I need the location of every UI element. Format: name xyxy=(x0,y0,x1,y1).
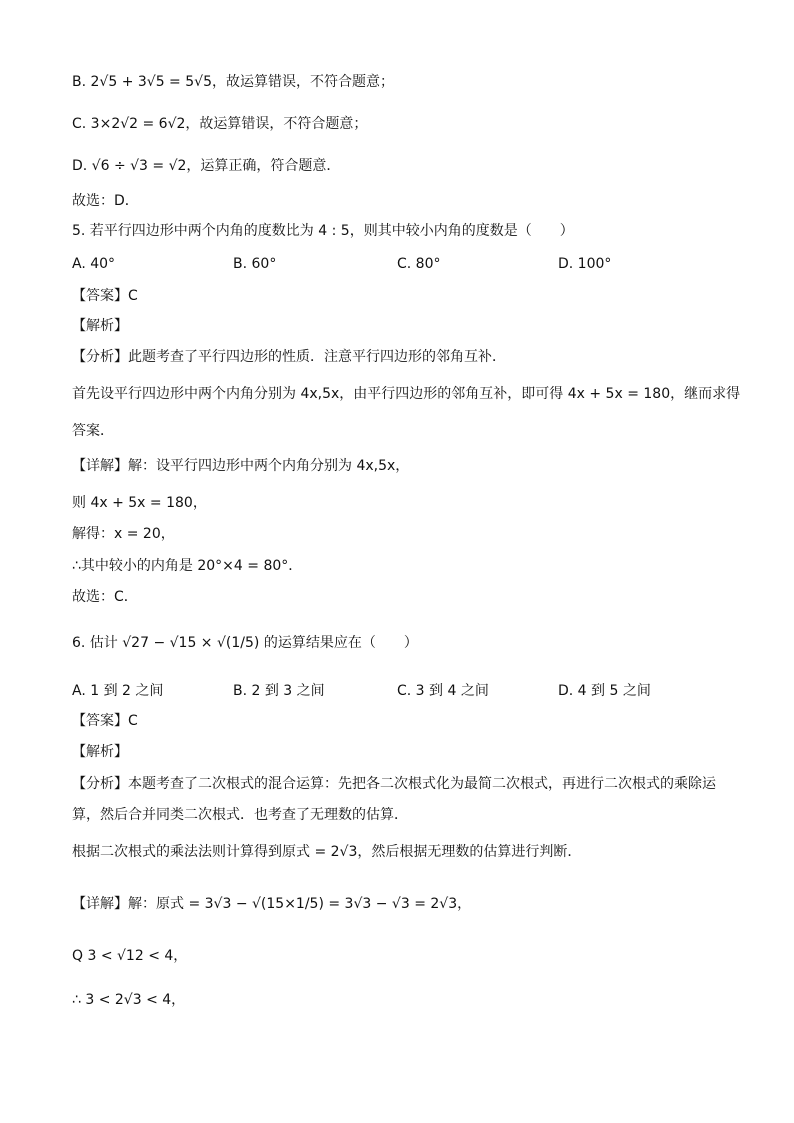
analysis-text: 【分析】此题考查了平行四边形的性质．注意平行四边形的邻角互补． xyxy=(72,349,506,365)
answer-label: 【答案】C xyxy=(72,288,138,304)
question-5-option-c: C. 80° xyxy=(397,256,441,272)
solution-step: 解得：x = 20， xyxy=(72,526,175,542)
question-6-option-c: C. 3 到 4 之间 xyxy=(397,683,489,699)
approach-text: 根据二次根式的乘法法则计算得到原式 = 2√3，然后根据无理数的估算进行判断． xyxy=(72,844,582,860)
question-5-option-d: D. 100° xyxy=(558,256,612,272)
analysis-text-continued: 算，然后合并同类二次根式．也考查了无理数的估算． xyxy=(72,807,408,823)
option-c-explanation: C. 3×2√2 = 6√2，故运算错误，不符合题意； xyxy=(72,116,368,132)
question-5-option-b: B. 60° xyxy=(233,256,277,272)
answer-choice-line: 故选：C． xyxy=(72,589,138,605)
analysis-text: 【分析】本题考查了二次根式的混合运算：先把各二次根式化为最简二次根式，再进行二次根式的乘除运 xyxy=(72,776,716,792)
solution-step: 则 4x + 5x = 180， xyxy=(72,495,207,511)
question-5-option-a: A. 40° xyxy=(72,256,116,272)
detailed-solution: 【详解】解：原式 = 3√3 − √(15×1/5) = 3√3 − √3 = 2√3， xyxy=(72,896,472,912)
analysis-label: 【解析】 xyxy=(72,318,128,334)
solution-step: ∴ 3 < 2√3 < 4， xyxy=(72,992,186,1008)
option-b-explanation: B. 2√5 + 3√5 = 5√5，故运算错误，不符合题意； xyxy=(72,74,394,90)
question-6-option-b: B. 2 到 3 之间 xyxy=(233,683,325,699)
solution-step: ∴其中较小的内角是 20°×4 = 80°． xyxy=(72,558,303,574)
answer-label: 【答案】C xyxy=(72,713,138,729)
approach-text-continued: 答案． xyxy=(72,423,114,439)
question-6: 6. 估计 √27 − √15 × √(1/5) 的运算结果应在（ ） xyxy=(72,635,418,651)
solution-step: Q 3 < √12 < 4， xyxy=(72,948,188,964)
question-6-option-a: A. 1 到 2 之间 xyxy=(72,683,164,699)
question-6-option-d: D. 4 到 5 之间 xyxy=(558,683,651,699)
analysis-label: 【解析】 xyxy=(72,744,128,760)
option-d-explanation: D. √6 ÷ √3 = √2，运算正确，符合题意． xyxy=(72,158,341,174)
detailed-solution: 【详解】解：设平行四边形中两个内角分别为 4x,5x， xyxy=(72,458,410,474)
approach-text: 首先设平行四边形中两个内角分别为 4x,5x，由平行四边形的邻角互补，即可得 4x + 5x = 180，继而求得 xyxy=(72,386,741,402)
answer-choice-line: 故选：D． xyxy=(72,193,139,209)
question-5: 5. 若平行四边形中两个内角的度数比为 4 : 5，则其中较小内角的度数是（ ） xyxy=(72,223,574,239)
